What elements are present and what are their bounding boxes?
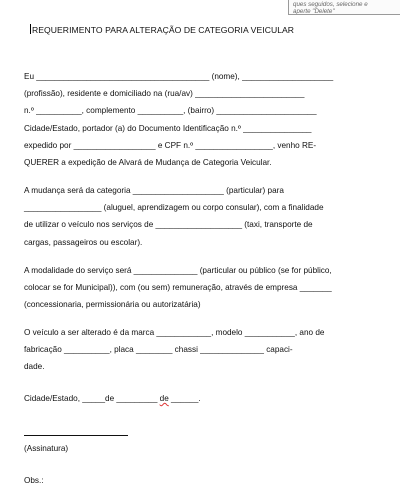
paragraph-service-mode [24,262,364,314]
text-line: A modalidade do serviço será ______________ (particular ou público (se for público, [24,266,332,275]
date-line [24,390,364,407]
text-line: n.º __________, complemento __________, (bairro) ______________________ [24,106,317,116]
text-line: colocar se for Municipal)), com (ou sem) remuneração, através de empresa _______ [24,283,332,293]
text-line: (profissão), residente e domiciliado na (rua/av) ________________________ [24,89,305,99]
instruction-note-line: aperte "Delete" [293,8,335,15]
instruction-note [288,0,400,15]
text-line: de utilizar o veículo nos serviços de ___________________ (taxi, transporte de [24,220,313,230]
observations-label: Obs.: [24,476,44,485]
text-line: Cidade/Estado, portador (a) do Documento Identificação n.º _______________ [24,123,312,133]
paragraph-vehicle [24,324,364,376]
signature-label: (Assinatura) [24,444,69,453]
text-line: QUERER a expedição de Alvará de Mudança de Categoria Veicular. [24,157,272,167]
date-text-flagged: de [159,394,169,403]
text-line: fabricação __________, placa ________ chassi ______________ capaci- [24,345,293,355]
paragraph-identification [24,68,364,171]
text-line: Eu ______________________________________ (nome), ____________________ [24,72,334,81]
signature-line [24,435,128,436]
paragraph-category [24,182,364,251]
text-line: A mudança será da categoria ____________________ (particular) para [24,186,284,195]
text-line: dade. [24,362,45,372]
instruction-note-line: ques seguidos, selecione e [293,1,368,8]
text-line: expedido por __________________ e CPF n.º _________________, venho RE- [24,140,317,150]
text-line: _________________ (aluguel, aprendizagem ou corpo consular), com a finalidade [24,203,324,213]
text-line: O veículo a ser alterado é da marca ____________, modelo ___________, ano de [24,328,325,337]
date-text: Cidade/Estado, _____de _________ [24,394,160,403]
date-text: ______. [168,394,201,403]
text-line: cargas, passageiros ou escolar). [24,237,143,247]
document-title: REQUERIMENTO PARA ALTERAÇÃO DE CATEGORIA VEICULAR [30,24,360,35]
text-line: (concessionaria, permissionária ou autorizatária) [24,300,201,310]
